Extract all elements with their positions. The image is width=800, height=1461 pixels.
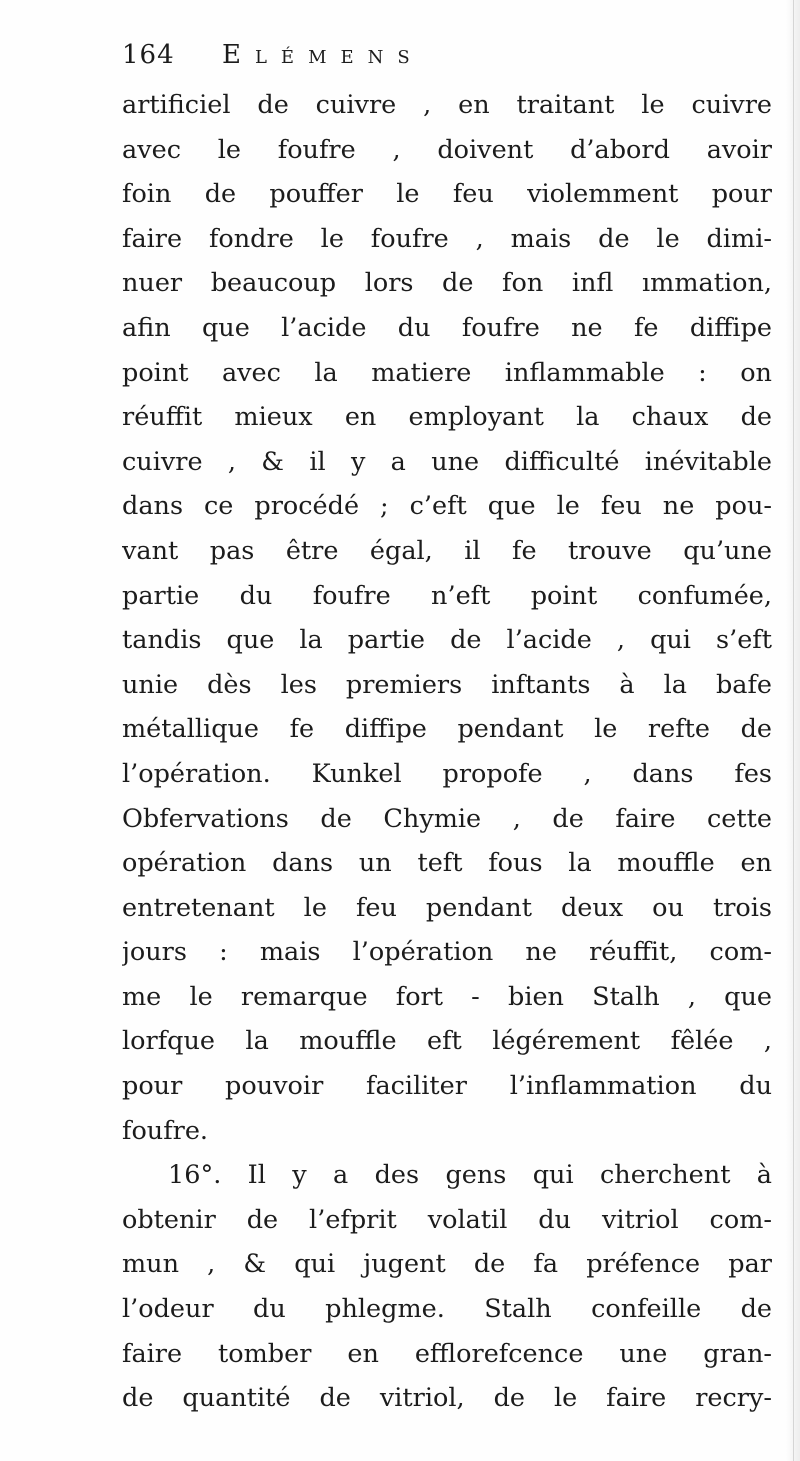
- text-line: point avec la matiere inflammable : on: [122, 357, 772, 388]
- paragraph-start-line: 16°. Il y a des gens qui cherchent à: [168, 1160, 772, 1191]
- text-line: jours : mais l’opération ne réuffit, com-: [122, 937, 772, 968]
- text-line: dans ce procédé ; c’eft que le feu ne pou-: [122, 491, 772, 522]
- text-line: de quantité de vitriol, de le faire recry-: [122, 1383, 772, 1414]
- text-line: foin de pouffer le feu violemment pour: [122, 179, 772, 210]
- text-line: lorfque la mouffle eft légérement fêlée ,: [122, 1026, 772, 1057]
- text-line: entretenant le feu pendant deux ou trois: [122, 892, 772, 923]
- text-line: partie du foufre n’eft point confumée,: [122, 580, 772, 611]
- text-line: mun , & qui jugent de fa préfence par: [122, 1249, 772, 1280]
- text-line: faire fondre le foufre , mais de le dimi-: [122, 223, 772, 254]
- text-line: avec le foufre , doivent d’abord avoir: [122, 134, 772, 165]
- text-line: opération dans un teft fous la mouffle en: [122, 848, 772, 879]
- page-edge-line: [793, 0, 794, 1461]
- text-line: cuivre , & il y a une difficulté inévitable: [122, 446, 772, 477]
- text-line: obtenir de l’efprit volatil du vitriol com-: [122, 1204, 772, 1235]
- text-line: afin que l’acide du foufre ne fe diffipe: [122, 312, 772, 343]
- text-line: nuer beaucoup lors de fon infl ımmation,: [122, 268, 772, 299]
- page-number: 164: [122, 40, 175, 70]
- text-line: l’opération. Kunkel propofe , dans fes: [122, 758, 772, 789]
- text-line: unie dès les premiers inftants à la bafe: [122, 669, 772, 700]
- text-line: Obfervations de Chymie , de faire cette: [122, 803, 772, 834]
- text-line: l’odeur du phlegme. Stalh confeille de: [122, 1294, 772, 1325]
- text-line: tandis que la partie de l’acide , qui s’eft: [122, 625, 772, 656]
- text-line: métallique fe diffipe pendant le refte de: [122, 714, 772, 745]
- text-line: faire tomber en efflorefcence une gran-: [122, 1338, 772, 1369]
- text-line: artificiel de cuivre , en traitant le cuivre: [122, 90, 772, 120]
- text-line: me le remarque fort - bien Stalh , que: [122, 981, 772, 1012]
- text-line: pour pouvoir faciliter l’inflammation du: [122, 1071, 772, 1102]
- body-text: [122, 83, 772, 1421]
- running-title: Elémens: [222, 40, 424, 70]
- text-line: réuffit mieux en employant la chaux de: [122, 402, 772, 433]
- text-line: foufre.: [122, 1115, 209, 1146]
- page-header: [122, 40, 424, 84]
- text-line: vant pas être égal, il fe trouve qu’une: [122, 535, 772, 566]
